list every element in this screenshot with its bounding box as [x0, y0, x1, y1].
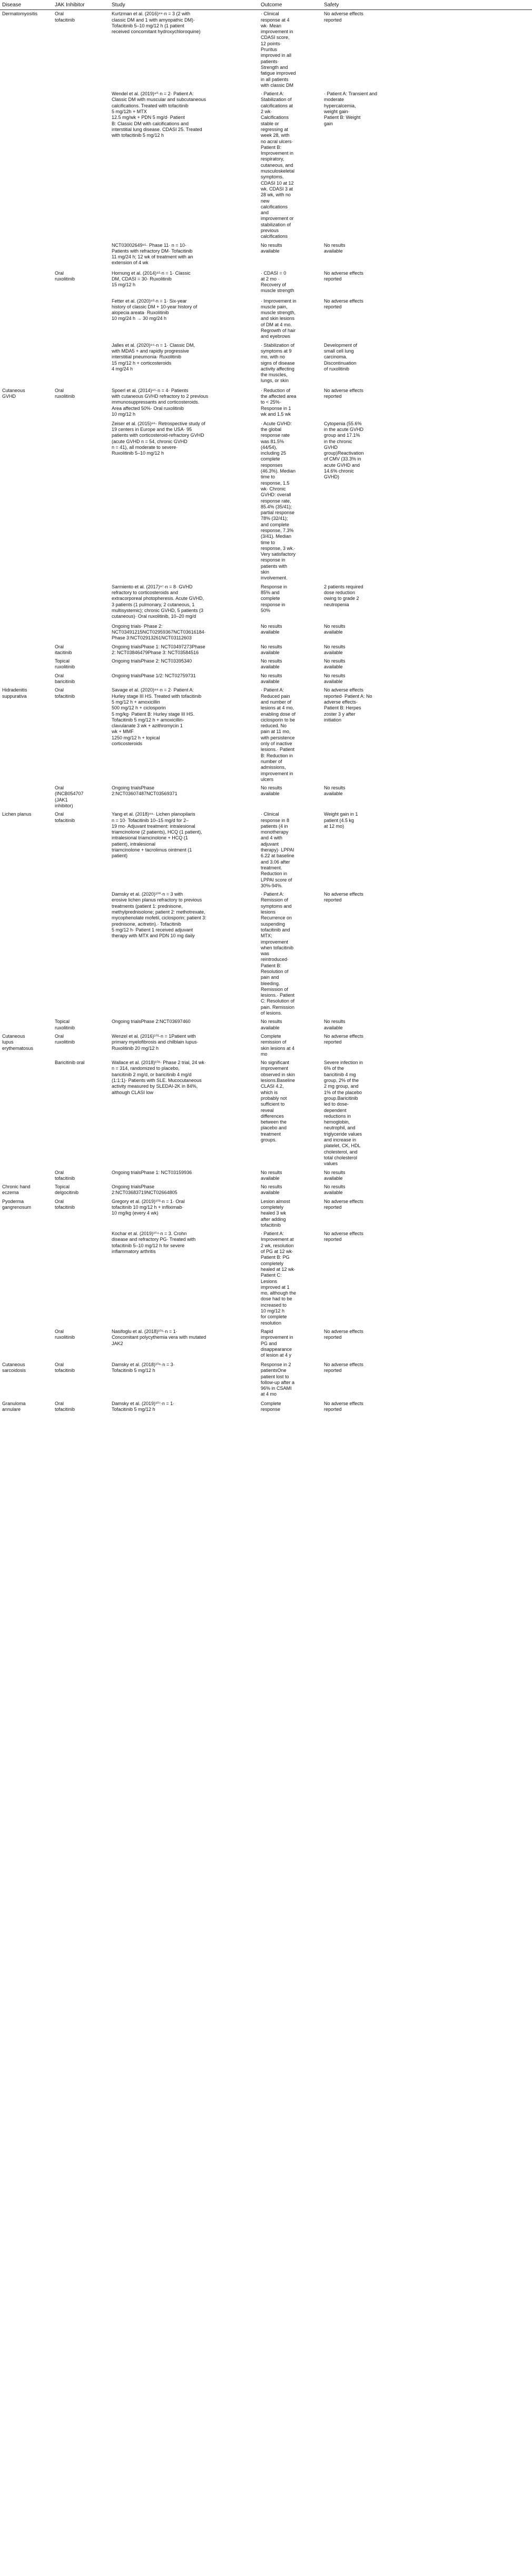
study-cell: [110, 1361, 259, 1400]
study-cell: [110, 342, 259, 387]
safety-cell-text: No adverse effects reported· Patient A: No adverse effects· Patient B: Herpes zoster 3 y after initiation: [324, 687, 372, 723]
header-jak-inhibitor: JAK Inhibitor: [53, 0, 110, 10]
study-cell-text: Spoerl et al. (2014)⁹⁵·n = 4· Patients with cutaneous GVHD refractory to 2 previous immunosuppressants and corticosteroids. Area affected 50%· Oral ruxolitinib 10 mg/12 h: [112, 387, 209, 417]
outcome-cell-text: No results available: [261, 785, 282, 797]
jak-inhibitor-cell: [53, 784, 110, 810]
study-cell-text: Wenzel et al. (2016)¹⁰¹·n = 1Patient with primary myelofibrosis and chilblain lupus· Ruxolitinib 20 mg/12 h: [112, 1033, 199, 1051]
disease-cell-text: Hidradenitis suppurativa: [2, 687, 27, 699]
safety-cell: [322, 297, 532, 342]
safety-cell-text: Severe infection in 6% of the baricitinib 4 mg group, 2% of the 2 mg group, and 1% of the placebo group.Baricitinib led to dose- dependent reductions in hemoglobin, neutrophil, and triglyceride values and increase in platelet, CK, HDL cholesterol, and total cholesterol values: [324, 1060, 363, 1167]
study-cell: [110, 643, 259, 658]
outcome-cell-text: Rapid improvement in PG and disappearance of lesion at 4 y: [261, 1328, 293, 1358]
safety-cell-text: No adverse effects reported: [324, 1198, 363, 1210]
jak-inhibitor-cell-text: Oral baricitinib: [55, 673, 75, 685]
outcome-cell: [259, 583, 322, 623]
study-cell-text: NCT03002649⁹¹· Phase 11· n = 10· Patients with refractory DM· Tofacitinib 11 mg/24 h; 12 wk of treatment with an extension of 4 wk: [112, 242, 193, 266]
disease-cell: [0, 623, 53, 643]
disease-cell: [0, 1033, 53, 1059]
table-row: [0, 90, 532, 241]
table-row: [0, 387, 532, 420]
outcome-cell: [259, 1198, 322, 1230]
study-cell: [110, 583, 259, 623]
safety-cell: [322, 1361, 532, 1400]
outcome-cell-text: · Stabilization of symptoms at 9 mo, with no signs of disease activity affecting the muscles, lungs, or skin: [261, 342, 295, 384]
table-row: [0, 1328, 532, 1361]
outcome-cell: [259, 1033, 322, 1059]
disease-cell-text: Chronic hand eczema: [2, 1184, 31, 1196]
outcome-cell-text: No results available: [261, 1019, 282, 1030]
outcome-cell-text: No significant improvement observed in skin lesions.Baseline CLASI 4.2, which is probably not sufficient to reveal differences between the placebo and treatment groups.: [261, 1060, 295, 1143]
study-cell: [110, 242, 259, 269]
outcome-cell-text: Complete remission of skin lesions at 4 mo: [261, 1033, 295, 1057]
jak-inhibitor-cell-text: Oral ruxolitinib: [55, 270, 75, 282]
table-row: [0, 686, 532, 784]
jak-inhibitor-cell: [53, 1018, 110, 1033]
study-cell: [110, 1018, 259, 1033]
outcome-cell: [259, 1059, 322, 1168]
outcome-cell: [259, 242, 322, 269]
outcome-cell-text: No results available: [261, 242, 282, 254]
safety-cell: [322, 269, 532, 297]
outcome-cell-text: · Acute GVHD: the global response rate was 81.5% (44/54), including 25 complete responses (46.3%). Median time to response, 1.5 wk· Chronic GVHD: overall response rate, 85.4% (35/41); partial response 78% (32/41); and complete response, 7.3% (3/41). Median time to response, 3 wk.· Very satisfactory response in patients with skin involvement.: [261, 420, 296, 581]
safety-cell: [322, 1230, 532, 1328]
safety-cell-text: No results available: [324, 658, 346, 670]
header-disease: Disease: [0, 0, 53, 10]
study-cell: [110, 1230, 259, 1328]
jak-inhibitor-cell: [53, 686, 110, 784]
table-row: [0, 10, 532, 90]
safety-cell: [322, 583, 532, 623]
study-cell-text: Damsky et al. (2020)¹⁰⁰·n = 3 with erosive lichen planus refractory to previous treatments (patient 1: prednisone, methylprednisolone; patient 2: methotrexate, mycophenolate mofetil, ciclosporin; patient 3: prednisone, acitretin).· Tofacitinib 5 mg/12 h· Patient 1 received adjuvant therapy with MTX and PDN 10 mg daily: [112, 891, 206, 939]
safety-cell-text: No adverse effects reported: [324, 1033, 363, 1045]
study-cell: [110, 1198, 259, 1230]
safety-cell-text: No results available: [324, 644, 346, 655]
outcome-cell: [259, 90, 322, 241]
disease-cell: [0, 1361, 53, 1400]
jak-inhibitor-cell-text: Oral ruxolitinib: [55, 1033, 75, 1045]
safety-cell: [322, 1169, 532, 1184]
safety-cell-text: No results available: [324, 1184, 346, 1196]
outcome-cell: [259, 623, 322, 643]
jak-inhibitor-cell-text: Oral tofacitinib: [55, 687, 75, 699]
jak-inhibitor-cell-text: Topical ruxolitinib: [55, 1019, 75, 1030]
disease-cell: [0, 1169, 53, 1184]
jak-inhibitor-cell: [53, 890, 110, 1018]
outcome-cell: [259, 1169, 322, 1184]
study-cell: [110, 1033, 259, 1059]
table-row: [0, 643, 532, 658]
disease-cell: [0, 672, 53, 687]
safety-cell-text: No results available: [324, 673, 346, 685]
safety-cell-text: 2 patients required dose reduction owing to grade 2 neutropenia: [324, 584, 363, 607]
outcome-cell-text: · Clinical response in 8 patients (4 in monotherapy and 4 with adjuvant therapy)· LPPAI 6.22 at baseline and 3.06 after treatment. Reduction in LPPAI score of 30%-94%.: [261, 811, 294, 888]
safety-cell-text: Cytopenia (55.6% in the acute GVHD group and 17.1% in the chronic GVHD group)Reactivation of CMV (33.3% in acute GVHD and 14.6% chronic GVHD): [324, 420, 364, 480]
study-cell-text: Wendel et al. (2019)⁹⁰·n = 2· Patient A: Classic DM with muscular and subcutaneous calcifications. Treated with tofacitinib 5 mg/12h + MTX 12.5 mg/wk + PDN 5 mg/d· Patient B: Classic DM with calcifications and interstitial lung disease. CDASI 25. Treated with tofacitinib 5 mg/12 h: [112, 91, 206, 138]
jak-inhibitor-cell: [53, 672, 110, 687]
disease-cell: [0, 686, 53, 784]
safety-cell-text: No adverse effects reported: [324, 1328, 363, 1340]
disease-cell: [0, 1059, 53, 1168]
table-row: [0, 1018, 532, 1033]
outcome-cell-text: · CDASI = 0 at 2 mo · Recovery of muscle strength: [261, 270, 294, 294]
table-row: [0, 242, 532, 269]
study-cell: [110, 1059, 259, 1168]
study-cell-text: Fetter et al. (2020)⁹³·n = 1· Six-year history of classic DM + 10-year history of alopecia areata· Ruxolitinib 10 mg/24 h → 30 mg/24 h: [112, 298, 198, 322]
table-row: [0, 1400, 532, 1415]
outcome-cell-text: · Clinical response at 4 wk· Mean improvement in CDASI score, 12 points· Pruritus improved in all patients· Strength and fatigue improved in all patients with classic DM: [261, 11, 296, 88]
table-row: [0, 420, 532, 583]
safety-cell: [322, 1400, 532, 1415]
table-body: [0, 10, 532, 1415]
outcome-cell-text: · Reduction of the affected area to < 25%· Response in 1 wk and 1.5 wk: [261, 387, 297, 417]
study-cell-text: Ongoing trialsPhase 2: NCT03395340: [112, 658, 192, 664]
header-safety: Safety: [322, 0, 532, 10]
outcome-cell-text: No results available: [261, 1169, 282, 1181]
safety-cell-text: No results available: [324, 623, 346, 635]
jak-inhibitor-cell: [53, 387, 110, 420]
disease-cell: [0, 242, 53, 269]
table-row: [0, 342, 532, 387]
disease-cell: [0, 1328, 53, 1361]
safety-cell-text: No adverse effects reported: [324, 1361, 363, 1374]
jak-inhibitor-cell-text: Baricitinib oral: [55, 1060, 85, 1066]
outcome-cell: [259, 387, 322, 420]
study-cell-text: Yang et al. (2018)⁹⁹· Lichen planopilaris n = 10· Tofacitinib 10–15 mg/d for 2– 19 mo· Adjuvant treatment: intralesional triamcinolone (2 patients), HCQ (1 patient), intralesional triamcinolone + HCQ (1 patient), intralesional triamcinolone + tacrolimus ointment (1 patient): [112, 811, 202, 859]
jak-inhibitor-cell: [53, 1328, 110, 1361]
study-cell-text: Ongoing trialsPhase 2:NCT03607487NCT03569371: [112, 785, 178, 797]
study-cell: [110, 269, 259, 297]
outcome-cell-text: Response in 85% and complete response in 50%: [261, 584, 288, 613]
jak-inhibitor-cell: [53, 1059, 110, 1168]
disease-cell-text: Dermatomyositis: [2, 11, 38, 17]
safety-cell-text: No adverse effects reported: [324, 387, 363, 399]
safety-cell-text: No adverse effects reported: [324, 1400, 363, 1412]
outcome-cell: [259, 657, 322, 672]
outcome-cell: [259, 1018, 322, 1033]
safety-cell: [322, 1018, 532, 1033]
disease-cell: [0, 784, 53, 810]
table-row: [0, 810, 532, 890]
table-row: [0, 1059, 532, 1168]
jak-inhibitor-cell: [53, 90, 110, 241]
study-cell: [110, 784, 259, 810]
safety-cell: [322, 90, 532, 241]
outcome-cell: [259, 810, 322, 890]
table-row: [0, 784, 532, 810]
safety-cell: [322, 1033, 532, 1059]
study-cell-text: Gregory et al. (2019)¹⁰³·n = 1· Oral tofacitinib 10 mg/12 h + infliximab· 10 mg/kg (every 4 wk): [112, 1198, 185, 1216]
outcome-cell: [259, 1328, 322, 1361]
study-cell: [110, 1328, 259, 1361]
outcome-cell: [259, 643, 322, 658]
outcome-cell-text: No results available: [261, 623, 282, 635]
safety-cell: [322, 1198, 532, 1230]
safety-cell: [322, 10, 532, 90]
header-outcome: Outcome: [259, 0, 322, 10]
table-row: [0, 1169, 532, 1184]
jak-inhibitor-cell: [53, 623, 110, 643]
jak-inhibitor-cell: [53, 342, 110, 387]
study-cell: [110, 810, 259, 890]
outcome-cell: [259, 784, 322, 810]
study-cell-text: Savage et al. (2020)⁹⁸·n = 2· Patient A: Hurley stage III HS. Treated with tofacitinib 5 mg/12 h + amoxicillin 500 mg/12 h + ciclosporin 5 mg/kg· Patient B: Hurley stage III HS. Tofacitinib 5 mg/12 h + amoxicillin- clavulanate 3 wk + azithromycin 1 wk + MMF 1250 mg/12 h + topical corticosteroids: [112, 687, 202, 747]
disease-cell-text: Granuloma annulare: [2, 1400, 26, 1412]
outcome-cell-text: No results available: [261, 673, 282, 685]
outcome-cell: [259, 1183, 322, 1198]
safety-cell: [322, 342, 532, 387]
study-cell: [110, 686, 259, 784]
jak-inhibitor-cell: [53, 583, 110, 623]
study-cell: [110, 1169, 259, 1184]
jak-inhibitor-cell-text: Oral tofacitinib: [55, 1400, 75, 1412]
safety-cell-text: No adverse effects reported: [324, 298, 363, 309]
disease-cell: [0, 657, 53, 672]
outcome-cell: [259, 686, 322, 784]
safety-cell-text: No results available: [324, 785, 346, 797]
safety-cell-text: Development of small cell lung carcinoma. Discontinuation of ruxolitinib: [324, 342, 358, 372]
table-row: [0, 583, 532, 623]
study-cell-text: Damsky et al. (2019)¹⁰⁷·n = 1· Tofacitinib 5 mg/12 h: [112, 1400, 175, 1412]
outcome-cell-text: · Patient A: Improvement at 2 wk, resolution of PG at 12 wk· Patient B: PG completely healed at 12 wk· Patient C: Lesions improved at 1 mo, although the dose had to be increased to 10 mg/12 h for complete resolution: [261, 1231, 297, 1326]
disease-cell: [0, 387, 53, 420]
disease-cell: [0, 342, 53, 387]
disease-cell: [0, 90, 53, 241]
study-cell-text: Kurtzman et al. (2016)⁸⁹·n = 3 (2 with classic DM and 1 with amyopathic DM)· Tofacitinib 5–10 mg/12 h (1 patient received concomitant hydroxychloroquine): [112, 11, 201, 35]
jak-inhibitor-cell-text: Topical delgocitinib: [55, 1184, 79, 1196]
table-row: [0, 1033, 532, 1059]
jak-inhibitor-cell: [53, 1169, 110, 1184]
safety-cell-text: No results available: [324, 1169, 346, 1181]
safety-cell-text: No results available: [324, 242, 346, 254]
table-row: [0, 1361, 532, 1400]
outcome-cell-text: · Improvement in muscle pain, muscle strength, and skin lesions of DM at 4 mo. Regrowth of hair and eyebrows: [261, 298, 297, 339]
disease-cell-text: Cutaneous lupus erythematosus: [2, 1033, 34, 1051]
study-cell: [110, 1400, 259, 1415]
table-row: [0, 657, 532, 672]
table-row: [0, 1183, 532, 1198]
study-cell-text: Ongoing trialsPhase 2:NCT03697460: [112, 1019, 191, 1025]
disease-cell: [0, 583, 53, 623]
outcome-cell: [259, 1361, 322, 1400]
disease-cell-text: Cutaneous sarcoidosis: [2, 1361, 26, 1374]
table-row: [0, 297, 532, 342]
outcome-cell-text: · Patient A: Stabilization of calcifications at 2 wk· Calcifications stable or regressing at week 28, with no acral ulcers· Patient B: Improvement in respiratory, cutaneous, and musculoskeletal symptoms. CDASI 10 at 12 wk. CDASI 3 at 28 wk, with no new calcifications and improvement or stabilization of previous calcifications: [261, 91, 295, 239]
safety-cell: [322, 784, 532, 810]
study-cell: [110, 657, 259, 672]
study-cell-text: Wallace et al. (2018)¹⁰²· Phase 2 trial, 24 wk· n = 314, randomized to placebo, baricitinib 2 mg/d, or baricitinib 4 mg/d (1:1:1)· Patients with SLE. Mucocutaneous activity measured by SLEDAI-2K in 84%, although CLASI low: [112, 1060, 206, 1095]
safety-cell-text: No adverse effects reported: [324, 891, 363, 903]
study-cell: [110, 623, 259, 643]
safety-cell: [322, 1059, 532, 1168]
jak-inhibitor-cell: [53, 1230, 110, 1328]
jak-inhibitor-cell: [53, 810, 110, 890]
jak-inhibitor-cell: [53, 643, 110, 658]
safety-cell: [322, 1183, 532, 1198]
disease-cell: [0, 810, 53, 890]
study-cell-text: Ongoing trials· Phase 2: NCT03491215NCT02959367NCT03616184· Phase 3:NCT02913261NCT03112603: [112, 623, 206, 641]
table-row: [0, 890, 532, 1018]
safety-cell: [322, 387, 532, 420]
study-cell-text: Nasifoglu et al. (2018)¹⁰⁵·n = 1· Concomitant polycythemia vera with mutated JAK2: [112, 1328, 206, 1346]
jak-inhibitor-cell: [53, 242, 110, 269]
jak-inhibitor-cell-text: Oral tofacitinib: [55, 1169, 75, 1181]
safety-cell: [322, 242, 532, 269]
disease-cell-text: Cutaneous GVHD: [2, 387, 25, 399]
study-cell-text: Damsky et al. (2018)¹⁰⁶·n = 3· Tofacitinib 5 mg/12 h: [112, 1361, 175, 1374]
table-row: [0, 623, 532, 643]
jak-inhibitor-cell-text: Oral (INCB054707 (JAK1 inhibitor): [55, 785, 84, 808]
study-cell-text: Hornung et al. (2014)⁹²·n = 1· Classic DM, CDASI = 30· Ruxolitinib 15 mg/12 h: [112, 270, 191, 288]
disease-cell: [0, 1198, 53, 1230]
study-cell: [110, 387, 259, 420]
study-cell: [110, 297, 259, 342]
jak-inhibitor-cell: [53, 657, 110, 672]
disease-cell: [0, 420, 53, 583]
jak-inhibitor-cell-text: Oral ruxolitinib: [55, 1328, 75, 1340]
jak-inhibitor-cell: [53, 1183, 110, 1198]
table-row: [0, 269, 532, 297]
disease-cell: [0, 890, 53, 1018]
study-cell-text: Kochar et al. (2019)¹⁰⁴·n = 3. Crohn disease and refractory PG· Treated with tofacitinib 5–10 mg/12 h for severe inflammatory arthritis: [112, 1231, 196, 1255]
study-cell-text: Ongoing trialsPhase 1: NCT03497273Phase 2: NCT03846479Phase 3: NCT03584516: [112, 644, 205, 655]
outcome-cell-text: Response in 2 patientsOne patient lost to follow-up after a 96% in CSAMI at 4 mo: [261, 1361, 295, 1397]
outcome-cell-text: No results available: [261, 658, 282, 670]
outcome-cell-text: · Patient A: Remission of symptoms and lesions Recurrence on suspending tofacitinib and MTX; improvement when tofacitinib was reintroduced· Patient B: Resolution of pain and bleeding. Remission of lesions.· Patient C: Resolution of pain. Remission of lesions.: [261, 891, 295, 1016]
outcome-cell: [259, 1230, 322, 1328]
safety-cell-text: · Patient A: Transient and moderate hypercalcemia, weight gain· Patient B: Weight gain: [324, 91, 378, 126]
disease-cell: [0, 297, 53, 342]
outcome-cell: [259, 342, 322, 387]
study-cell-text: Ongoing trialsPhase 1: NCT03159936: [112, 1169, 192, 1175]
disease-cell: [0, 1018, 53, 1033]
study-cell-text: Zeiser et al. (2015)⁹⁶· Retrospective study of 19 centers in Europe and the USA· 95 patients with corticosteroid-refractory GVHD (acute GVHD n = 54, chronic GVHD n = 41), all moderate to severe· Ruxolitinib 5–10 mg/12 h: [112, 420, 205, 456]
jak-inhibitor-cell: [53, 1361, 110, 1400]
outcome-cell-text: Complete response: [261, 1400, 281, 1412]
disease-cell-text: Pyoderma gangrenosum: [2, 1198, 32, 1210]
safety-cell: [322, 657, 532, 672]
outcome-cell: [259, 1400, 322, 1415]
outcome-cell: [259, 269, 322, 297]
outcome-cell: [259, 297, 322, 342]
jak-inhibitor-cell: [53, 10, 110, 90]
outcome-cell-text: No results available: [261, 1184, 282, 1196]
safety-cell-text: No adverse effects reported: [324, 270, 363, 282]
jak-inhibitor-cell: [53, 1033, 110, 1059]
study-cell-text: Sarmiento et al. (2017)⁹⁷·n = 8· GVHD refractory to corticosteroids and extracorporeal photopheresis. Acute GVHD, 3 patients (1 pulmonary, 2 cutaneous, 1 multisystemic); chronic GVHD, 5 patients (3 cutaneous)· Oral ruxolitinib, 10–20 mg/d: [112, 584, 204, 619]
header-study: Study: [110, 0, 259, 10]
study-cell-text: Jalles et al. (2020)⁹⁴·n = 1· Classic DM, with MDA5 + and rapidly progressive interstitial pneumonia· Ruxolitinib 15 mg/12 h + corticosteroids 4 mg/24 h: [112, 342, 195, 372]
outcome-cell: [259, 10, 322, 90]
safety-cell: [322, 672, 532, 687]
jak-inhibitor-cell: [53, 269, 110, 297]
study-cell-text: Ongoing trialsPhase 1/2: NCT02759731: [112, 673, 196, 678]
jak-inhibitor-cell-text: Oral itacitinib: [55, 644, 72, 655]
jak-inhibitor-cell-text: Topical ruxolitinib: [55, 658, 75, 670]
jak-inhibitor-cell-text: Oral ruxolitinib: [55, 387, 75, 399]
study-cell: [110, 420, 259, 583]
safety-cell-text: No adverse effects reported: [324, 11, 363, 23]
jak-inhibitor-cell-text: Oral tofacitinib: [55, 811, 75, 823]
safety-cell-text: Weight gain in 1 patient (4.5 kg at 12 mo): [324, 811, 358, 829]
jak-inhibitor-cell: [53, 297, 110, 342]
safety-cell: [322, 890, 532, 1018]
safety-cell: [322, 810, 532, 890]
safety-cell-text: No results available: [324, 1019, 346, 1030]
safety-cell-text: No adverse effects reported: [324, 1231, 363, 1242]
study-cell: [110, 1183, 259, 1198]
safety-cell: [322, 686, 532, 784]
jak-inhibitor-cell: [53, 1198, 110, 1230]
safety-cell: [322, 1328, 532, 1361]
study-cell: [110, 10, 259, 90]
outcome-cell-text: No results available: [261, 644, 282, 655]
study-cell: [110, 672, 259, 687]
study-cell-text: Ongoing trialsPhase 2:NCT03683719NCT02664805: [112, 1184, 178, 1196]
jak-inhibitor-cell-text: Oral tofacitinib: [55, 1198, 75, 1210]
jak-inhibitor-cell-text: Oral tofacitinib: [55, 1361, 75, 1374]
disease-cell: [0, 1183, 53, 1198]
jak-inhibitor-cell: [53, 420, 110, 583]
safety-cell: [322, 420, 532, 583]
table-row: [0, 1230, 532, 1328]
study-cell: [110, 90, 259, 241]
jak-inhibitor-cell-text: Oral tofacitinib: [55, 11, 75, 23]
disease-cell: [0, 643, 53, 658]
study-cell: [110, 890, 259, 1018]
table-row: [0, 1198, 532, 1230]
disease-cell: [0, 1230, 53, 1328]
disease-cell: [0, 269, 53, 297]
safety-cell: [322, 623, 532, 643]
outcome-cell-text: · Patient A: Reduced pain and number of lesions at 4 mo, enabling dose of ciclosporin to be reduced. No pain at 11 mo, with persistence only of inactive lesions.· Patient B: Reduction in number of admissions, improvement in ulcers: [261, 687, 296, 782]
jak-inhibitor-cell: [53, 1400, 110, 1415]
disease-cell-text: Lichen planus: [2, 811, 32, 817]
header-row: [0, 0, 532, 10]
disease-cell: [0, 10, 53, 90]
outcome-cell: [259, 672, 322, 687]
outcome-cell-text: Lesion almost completely healed 3 wk after adding tofacitinib: [261, 1198, 290, 1228]
disease-cell: [0, 1400, 53, 1415]
table-row: [0, 672, 532, 687]
safety-cell: [322, 643, 532, 658]
outcome-cell: [259, 890, 322, 1018]
outcome-cell: [259, 420, 322, 583]
